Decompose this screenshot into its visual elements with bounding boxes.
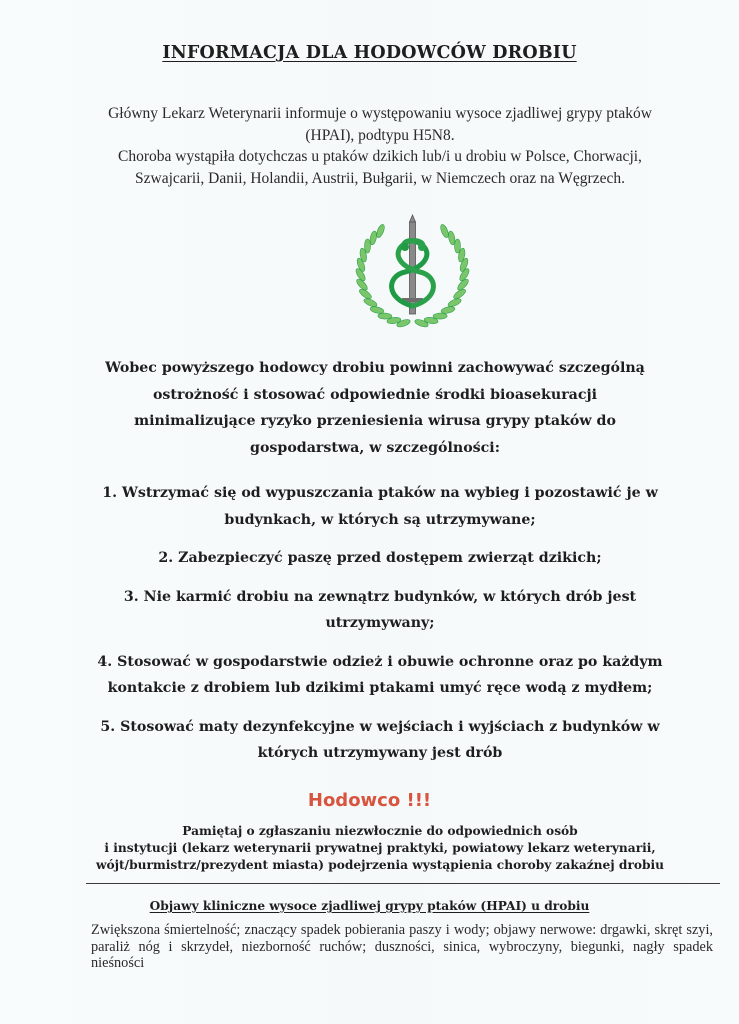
intro-line-2: Choroba wystąpiła dotychczas u ptaków dzikich lub/i u drobiu w Polsce, Chorwacji, Szwajcarii, Danii, Holandii, Austrii, Bułgarii, w Niemczech oraz na Węgrzech. xyxy=(118,148,642,187)
veterinary-emblem-icon xyxy=(345,214,480,332)
recommendation-item-1: 1. Wstrzymać się od wypuszczania ptaków na wybieg i pozostawić je w budynkach, w których są utrzymywane; xyxy=(102,485,658,528)
caduceus-wreath-icon xyxy=(345,214,480,332)
wreath-leaf xyxy=(375,223,386,238)
reminder-line-2: i instytucji (lekarz weterynarii prywatnej praktyki, powiatowy lekarz weterynarii, xyxy=(104,841,656,855)
page-title xyxy=(0,43,739,63)
recommendation-item-5: 5. Stosować maty dezynfekcyjne w wejściach i wyjściach z budynków w których utrzymywany jest drób xyxy=(100,718,660,761)
bioassurance-intro: Wobec powyższego hodowcy drobiu powinni zachowywać szczególną ostrożność i stosować odpowiednie środki bioasekuracji minimalizujące ryzyko przeniesienia wirusa grypy ptaków do gospodarstwa, w szczególności: xyxy=(105,360,645,456)
reminder-line-1: Pamiętaj o zgłaszaniu niezwłocznie do odpowiednich osób xyxy=(182,824,578,838)
page-title-text: INFORMACJA DLA HODOWCÓW DROBIU xyxy=(162,43,577,63)
recommendation-item-4: 4. Stosować w gospodarstwie odzież i obuwie ochronne oraz po każdym kontakcie z drobiem lub dzikimi ptakami umyć ręce wodą z mydłem; xyxy=(97,653,663,696)
intro-paragraph xyxy=(90,103,670,189)
reporting-reminder xyxy=(80,823,680,874)
wreath-leaf xyxy=(370,306,385,315)
symptoms-text: Zwiększona śmiertelność; znaczący spadek pobierania paszy i wody; objawy nerwowe: drgawki, skręt szyi, paraliż nóg i skrzydeł, niezborność ruchów; duszności, sinica, wybroczyny, biegunki, nagły spadek nieśności xyxy=(91,922,713,971)
recommendation-item-3: 3. Nie karmić drobiu na zewnątrz budynków, w których drób jest utrzymywany; xyxy=(123,588,637,631)
wreath-leaf xyxy=(378,313,392,319)
symptoms-heading: Objawy kliniczne wysoce zjadliwej grypy ptaków (HPAI) u drobiu xyxy=(149,899,590,913)
wreath-leaf xyxy=(455,239,461,253)
wreath-leaf xyxy=(439,223,450,238)
recommendations-list xyxy=(95,480,665,779)
wreath-leaf xyxy=(447,230,456,245)
wreath-leaf xyxy=(369,230,378,245)
wreath-leaf xyxy=(365,239,371,253)
wreath-leaf xyxy=(433,313,447,319)
wreath-leaf xyxy=(441,306,456,315)
recommendation-item-2: 2. Zabezpieczyć paszę przed dostępem zwierząt dzikich; xyxy=(158,550,602,566)
divider xyxy=(86,883,720,884)
reminder-line-3: wójt/burmistrz/prezydent miasta) podejrzenia wystąpienia choroby zakaźnej drobiu xyxy=(95,858,665,872)
call-out-heading: Hodowco !!! xyxy=(307,790,432,811)
intro-line-1: Główny Lekarz Weterynarii informuje o występowaniu wysoce zjadliwej grypy ptaków (HPAI), podtypu H5N8. xyxy=(108,105,652,144)
